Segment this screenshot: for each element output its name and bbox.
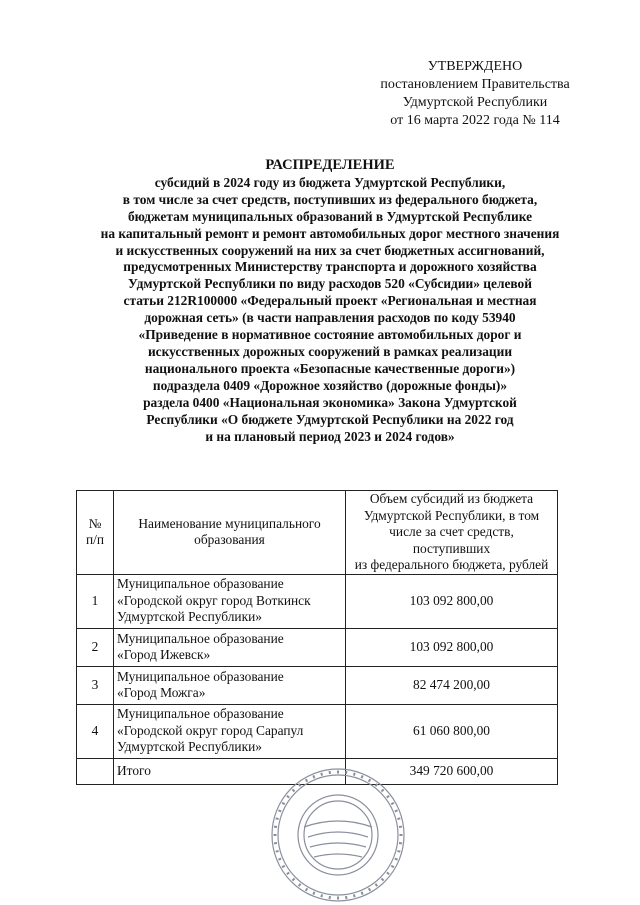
stamp-ring-mark: [395, 859, 398, 860]
title-line: раздела 0400 «Национальная экономика» Закона Удмуртской: [143, 394, 517, 410]
stamp-ring-mark: [313, 775, 314, 778]
row-amount: 61 060 800,00: [346, 704, 558, 758]
title-line: дорожная сеть» (в части направления расходов по коду 53940: [144, 310, 516, 326]
title-line: и на плановый период 2023 и 2024 годов»: [205, 428, 455, 444]
stamp-ring-mark: [276, 851, 279, 852]
approval-line: Удмуртской Республики: [402, 95, 548, 110]
stamp-ring-mark: [397, 851, 400, 852]
header-num: № п/п: [77, 491, 114, 575]
stamp-ring-mark: [321, 894, 322, 897]
stamp-ring-mark: [369, 779, 371, 782]
title-line: бюджетам муниципальных образований в Удмуртской Республике: [127, 208, 533, 224]
row-amount: 103 092 800,00: [346, 628, 558, 666]
row-amount: 103 092 800,00: [346, 574, 558, 628]
stamp-ring-mark: [391, 866, 394, 868]
approval-block: [360, 58, 590, 130]
title-line: искусственных дорожных сооружений в рамках реализации: [147, 343, 513, 359]
title-line: статьи 212R100000 «Федеральный проект «Региональная и местная: [123, 293, 537, 309]
header-amount: Объем субсидий из бюджета Удмуртской Республики, в том числе за счет средств, поступивших из федерального бюджета, рублей: [346, 491, 558, 575]
stamp-ring-mark: [287, 872, 289, 874]
official-seal-stamp: [268, 765, 408, 905]
stamp-ring-mark: [354, 773, 355, 776]
total-num: [77, 758, 114, 784]
stamp-ring-mark: [278, 810, 281, 811]
stamp-ring-mark: [354, 894, 355, 897]
stamp-ring-mark: [282, 866, 285, 868]
document-title: [60, 157, 600, 445]
stamp-ring-mark: [397, 818, 400, 819]
stamp-ring-mark: [362, 892, 363, 895]
stamp-ring-mark: [306, 888, 308, 891]
stamp-ring-mark: [276, 818, 279, 819]
row-num: 2: [77, 628, 114, 666]
stamp-ring-mark: [278, 859, 281, 860]
stamp-ring-mark: [299, 884, 301, 886]
title-line: субсидий в 2024 году из бюджета Удмуртской Республики,: [154, 174, 506, 190]
stamp-ring-mark: [375, 884, 377, 886]
approval-heading: УТВЕРЖДЕНО: [427, 59, 523, 74]
stamp-ring-mark: [362, 775, 363, 778]
stamp-ring-mark: [395, 810, 398, 811]
row-num: 1: [77, 574, 114, 628]
stamp-ring-mark: [387, 796, 389, 798]
row-name: Муниципальное образование «Городской округ город Воткинск Удмуртской Республики»: [114, 574, 346, 628]
row-amount: 82 474 200,00: [346, 666, 558, 704]
header-name: Наименование муниципального образования: [114, 491, 346, 575]
total-amount: 349 720 600,00: [346, 758, 558, 784]
approval-line: от 16 марта 2022 года № 114: [390, 113, 560, 128]
stamp-ring-mark: [369, 888, 371, 891]
table-header-row: [77, 491, 558, 575]
row-num: 4: [77, 704, 114, 758]
approval-line: постановлением Правительства: [380, 77, 570, 92]
title-line: национального проекта «Безопасные качественные дороги»): [144, 360, 516, 376]
stamp-ring-mark: [375, 784, 377, 786]
title-line: и искусственных сооружений на них за счет бюджетных ассигнований,: [115, 242, 545, 258]
title-line: Республики «О бюджете Удмуртской Республики на 2022 год: [146, 411, 514, 427]
stamp-ring-mark: [306, 779, 308, 782]
title-line: подраздела 0409 «Дорожное хозяйство (дорожные фонды)»: [152, 377, 508, 393]
stamp-ring-mark: [282, 803, 285, 805]
stamp-ring-mark: [292, 789, 294, 791]
stamp-ring-mark: [387, 872, 389, 874]
row-name: Муниципальное образование «Город Можга»: [114, 666, 346, 704]
distribution-table: [76, 490, 558, 785]
stamp-ring-mark: [287, 796, 289, 798]
stamp-ring-mark: [292, 878, 294, 880]
row-num: 3: [77, 666, 114, 704]
stamp-ring-mark: [313, 892, 314, 895]
stamp-ring-mark: [381, 878, 383, 880]
title-line: в том числе за счет средств, поступивших из федерального бюджета,: [122, 191, 538, 207]
title-line: предусмотренных Министерству транспорта и дорожного хозяйства: [123, 259, 537, 275]
row-name: Муниципальное образование «Город Ижевск»: [114, 628, 346, 666]
row-name: Муниципальное образование «Городской округ город Сарапул Удмуртской Республики»: [114, 704, 346, 758]
stamp-ring-mark: [381, 789, 383, 791]
stamp-ring-mark: [299, 784, 301, 786]
table-row: [77, 574, 558, 628]
title-line: «Приведение в нормативное состояние автомобильных дорог и: [138, 327, 522, 343]
title-line: на капитальный ремонт и ремонт автомобильных дорог местного значения: [100, 225, 560, 241]
title-line: Удмуртской Республики по виду расходов 520 «Субсидии» целевой: [128, 276, 532, 292]
total-label: Итого: [114, 758, 346, 784]
title-heading: РАСПРЕДЕЛЕНИЕ: [265, 157, 395, 173]
stamp-ring-mark: [391, 803, 394, 805]
table-row: [77, 704, 558, 758]
stamp-ring-mark: [321, 773, 322, 776]
table-row: [77, 666, 558, 704]
table-row: [77, 628, 558, 666]
